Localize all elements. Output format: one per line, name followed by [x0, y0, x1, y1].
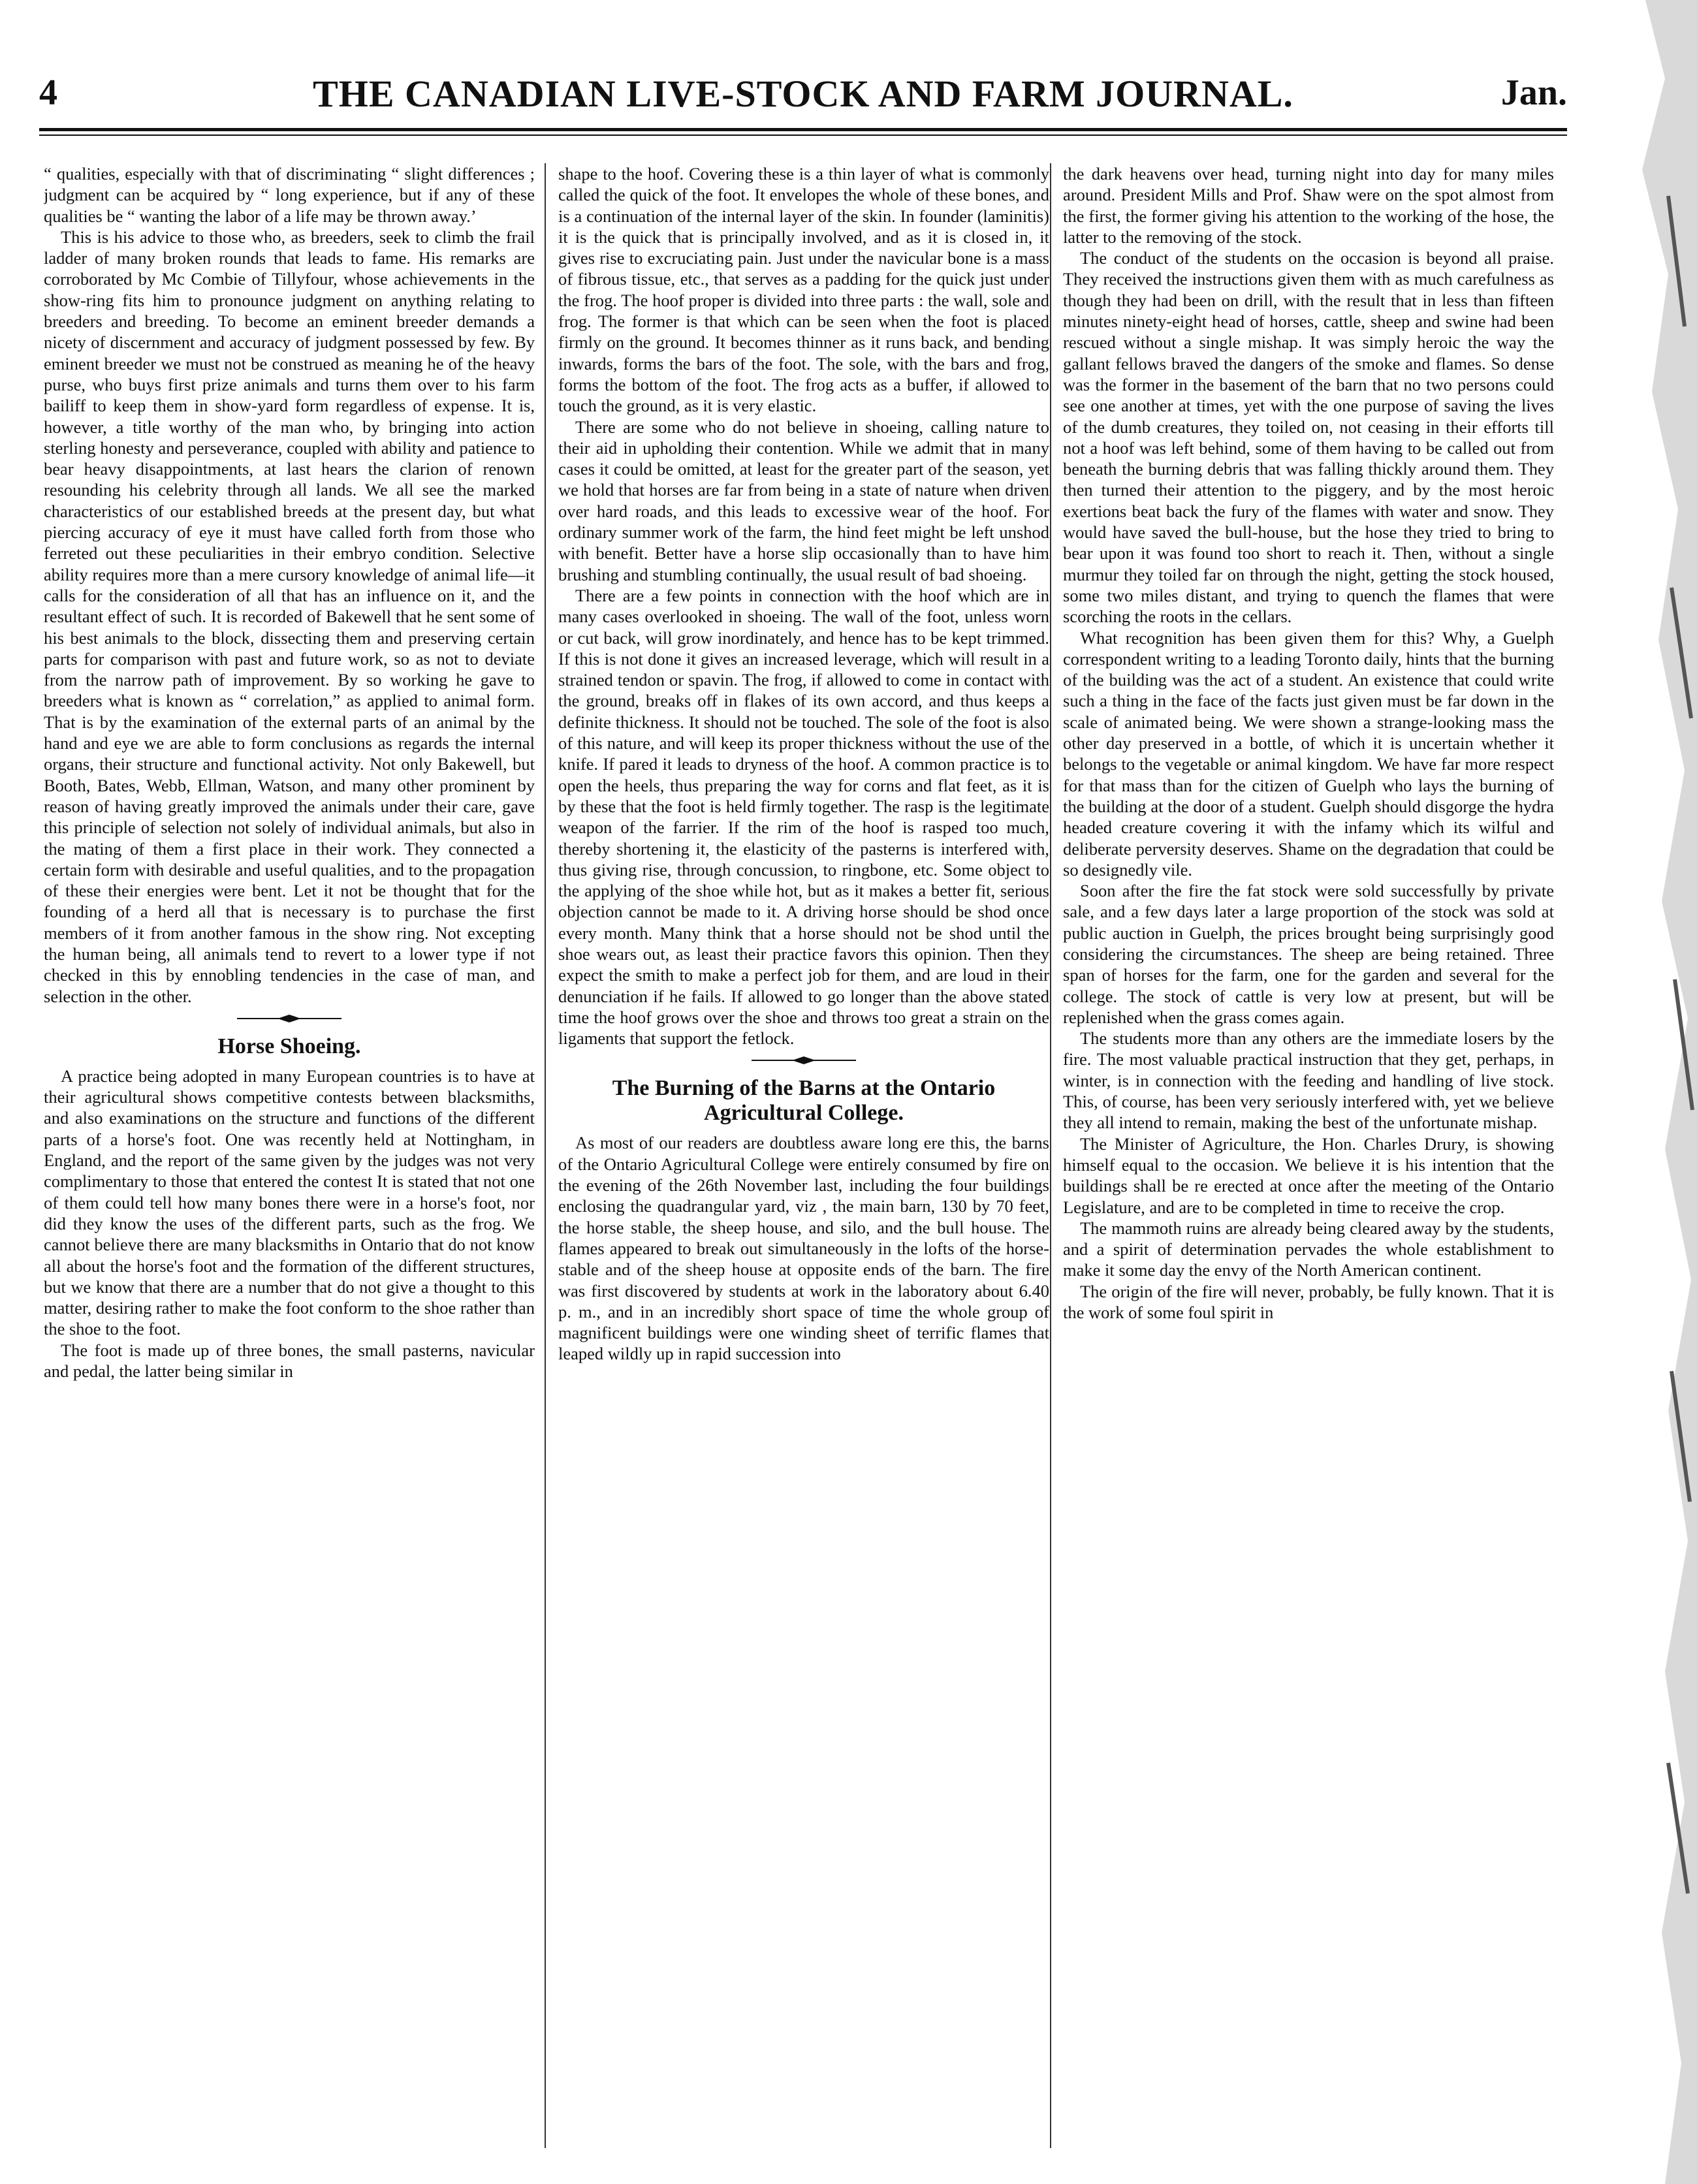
article-paragraph: A practice being adopted in many European countries is to have at their agricultural shows competitive contests between blacksmiths, and also examinations on the structure and functions of the different parts of a horse's foot. One was recently held at Nottingham, in England, and the report of the same given by the judges was not very complimentary to those that entered the contest It is stated that not one of them could tell how many bones there were in a horse's foot, nor did they know the uses of the different parts, such as the frog. We cannot believe there are many blacksmiths in Ontario that do not know all about the horse's foot and the formation of the different structures, but we know that there are a number that do not give a thought to this matter, desiring rather to make the foot conform to the shoe rather than the shoe to the foot. [44, 1066, 535, 1339]
article-paragraph: There are a few points in connection with the hoof which are in many cases overlooked in shoeing. The wall of the foot, unless worn or cut back, will grow inordinately, and hence has to be kept trimmed. If this is not done it gives an increased leverage, which will result in a strained tendon or spavin. The frog, if allowed to come in contact with the ground, breaks off in flakes of its own accord, and thus keeps a definite thickness. It should not be touched. The sole of the foot is also of this nature, and will keep its proper thickness without the use of the knife. If pared it leads to dryness of the hoof. A common practice is to open the heels, thus preparing the way for corns and flat feet, as it is by these that the foot is held firmly together. The rasp is the legitimate weapon of the farrier. If the rim of the hoof is rasped too much, thereby shortening it, the elasticity of the pasterns is interfered with, thus giving rise, through concussion, to ringbone, etc. Some object to the applying of the shoe while hot, but as it makes a better fit, serious objection cannot be made to it. A driving horse should be shod once every month. Many think that a horse should not be shod until the shoe wears out, as least their practice favors this opinion. Then they expect the smith to make a perfect job for them, and are loud in their denunciation if he fails. If allowed to go longer than the above stated time the hoof grows over the shoe and throws too great a strain on the ligaments that support the fetlock. [558, 585, 1049, 1049]
article-paragraph: The students more than any others are the immediate losers by the fire. The most valuable practical instruction that they get, perhaps, in winter, is in connection with the feeding and handling of live stock. This, of course, has been very seriously interfered with, yet we believe they all intend to remain, making the best of the unfortunate mishap. [1063, 1028, 1554, 1133]
column-divider-1 [545, 163, 546, 2148]
article-paragraph: The mammoth ruins are already being cleared away by the students, and a spirit of determination pervades the whole establishment to make it some day the envy of the North American continent. [1063, 1218, 1554, 1280]
article-paragraph: The Minister of Agriculture, the Hon. Charles Drury, is showing himself equal to the occasion. We believe it is his intention that the buildings shall be re erected at once after the meeting of the Ontario Legislature, and are to be completed in time to receive the crop. [1063, 1133, 1554, 1217]
section-ornament [237, 1013, 341, 1024]
article-paragraph: The conduct of the students on the occasion is beyond all praise. They received the instructions given them with as much carefulness as though they had been on drill, with the result that in less than fifteen minutes ninety-eight head of horses, cattle, sheep and swine had been rescued without a single mishap. It was simply heroic the way the gallant fellows braved the dangers of the smoke and flames. So dense was the former in the basement of the barn that no two persons could see one another at times, yet with the one purpose of saving the lives of the dumb creatures, they toiled on, not ceasing in their efforts till not a hoof was left behind, some of them having to be called out from beneath the burning debris that was falling thickly around them. They then turned their attention to the piggery, and by the most heroic exertions beat back the fury of the flames with water and snow. They would have saved the bull-house, but the hose they tried to bring to bear upon it was found too short to reach it. Then, without a single murmur they toiled far on through the night, getting the stock housed, some two miles distant, and trying to quench the flames that were scorching the roots in the cellars. [1063, 248, 1554, 627]
article-paragraph: There are some who do not believe in shoeing, calling nature to their aid in upholding their contention. While we admit that in many cases it could be omitted, at least for the greater part of the season, yet we hold that horses are far from being in a state of nature when driven over hard roads, and this leads to excessive wear of the hoof. For ordinary summer work of the farm, the hind feet might be left unshod with benefit. Better have a horse slip occasionally than to have him brushing and stumbling continually, the usual result of bad shoeing. [558, 417, 1049, 584]
column-2 [558, 163, 1049, 2142]
torn-page-edge [1606, 0, 1697, 2184]
header-rule-thick [39, 128, 1567, 131]
article-paragraph: Soon after the fire the fat stock were sold successfully by private sale, and a few days later a large proportion of the stock was sold at public auction in Guelph, the prices brought being surprisingly good considering the circumstances. The sheep are being retained. Three span of horses for the farm, one for the garden and several for the college. The stock of cattle is very low at present, but will be replenished when the grass comes again. [1063, 881, 1554, 1027]
page-header [39, 72, 1567, 131]
article-paragraph: The origin of the fire will never, probably, be fully known. That it is the work of some foul spirit in [1063, 1281, 1554, 1323]
article-paragraph: shape to the hoof. Covering these is a thin layer of what is commonly called the quick of the foot. It envelopes the whole of these bones, and is a continuation of the internal layer of the skin. In founder (laminitis) it is the quick that is principally involved, and as it is closed in, it gives rise to excruciating pain. Just under the navicular bone is a mass of fibrous tissue, etc., that serves as a padding for the quick just under the frog. The hoof proper is divided into three parts : the wall, sole and frog. The former is that which can be seen when the foot is placed firmly on the ground. It becomes thinner as it runs back, and bending inwards, forms the bars of the foot. The sole, with the bars and frog, forms the bottom of the foot. The frog acts as a buffer, if allowed to touch the ground, as it is very elastic. [558, 164, 1049, 416]
header-rule-thin [39, 135, 1567, 136]
page-number: 4 [39, 72, 57, 113]
column-3 [1063, 163, 1554, 2142]
column-1 [44, 163, 535, 2142]
article-paragraph: “ qualities, especially with that of discriminating “ slight differences ; judgment can be acquired by “ long experience, but if any of these qualities be “ wanting the labor of a life may be thrown away.’ [44, 164, 535, 226]
article-heading-horse-shoeing: Horse Shoeing. [217, 1034, 361, 1058]
article-paragraph: This is his advice to those who, as breeders, seek to climb the frail ladder of many broken rounds that leads to fame. His remarks are corroborated by Mc Combie of Tillyfour, whose achievements in the show-ring fits him to pronounce judgment on anything relating to breeders and breeding. To become an eminent breeder demands a nicety of discernment and accuracy of judgment possessed by few. By eminent breeder we must not be construed as meaning he of the heavy purse, who buys first prize animals and turns them over to his farm bailiff to keep them in show-yard form regardless of expense. It is, however, a title worthy of the man who, by bringing into action sterling honesty and perseverance, coupled with ability and patience to bear heavy disappointments, at last hears the clarion of renown resounding his celebrity through all lands. We all see the marked characteristics of our established breeds at the present day, but what piercing accuracy of eye it must have called forth from those who ferreted out these peculiarities in their embryo condition. Selective ability requires more than a mere cursory knowledge of animal life—it calls for the consideration of all that has an influence on it, and the resultant effect of such. It is recorded of Bakewell that he sent some of his best animals to the block, dissecting them and preserving certain parts for comparison with past and future work, so as not to deviate from the narrow path of improvement. By so working he gave to breeders what is known as “ correlation,” as applied to animal form. That is by the examination of the external parts of an animal by the hand and eye we are able to form conclusions as regards the internal organs, their structure and functional activity. Not only Bakewell, but Booth, Bates, Webb, Ellman, Watson, and many other prominent by reason of having greatly improved the animals under their care, gave this principle of selection not solely of individual animals, but also in the mating of them a first place in their work. They connected a certain form with desirable and useful qualities, and to the propagation of these their energies were bent. Let it not be thought that for the founding of a herd all that is necessary is to purchase the first members of it from another famous in the show ring. Not excepting the human being, all animals tend to revert to a lower type if not checked in this by ennobling tendencies in the case of man, and selection in the other. [44, 227, 535, 1006]
article-paragraph: What recognition has been given them for this? Why, a Guelph correspondent writing to a leading Toronto daily, hints that the burning of the building was the act of a student. An existence that could write such a thing in the face of the facts just given must be far down in the scale of animated being. We were shown a strange-looking mass the other day preserved in a bottle, of which it is uncertain whether it belongs to the vegetable or animal kingdom. We have far more respect for that mass than for the citizen of Guelph who lays the burning of the building at the door of a student. Guelph should disgorge the hydra headed creature covering it with the infamy which its wilful and deliberate perversity deserves. Shame on the degradation that could be so designedly vile. [1063, 627, 1554, 879]
article-paragraph: the dark heavens over head, turning night into day for many miles around. President Mills and Prof. Shaw were on the spot almost from the first, the former giving his attention to the working of the hose, the latter to the removing of the stock. [1063, 164, 1554, 247]
journal-title: THE CANADIAN LIVE-STOCK AND FARM JOURNAL. [313, 72, 1293, 115]
article-paragraph: As most of our readers are doubtless aware long ere this, the barns of the Ontario Agricultural College were entirely consumed by fire on the evening of the 26th November last, including the four buildings enclosing the quadrangular yard, viz , the main barn, 130 by 70 feet, the horse stable, the sheep house, and silo, and the bull house. The flames appeared to break out simultaneously in the lofts of the horse-stable and of the sheep house at opposite ends of the barn. The fire was first discovered by students at work in the laboratory about 6.40 p. m., and in an incredibly short space of time the whole group of magnificent buildings were one winding sheet of terrific flames that leaped wildly up in rapid succession into [558, 1133, 1049, 1364]
section-ornament [752, 1055, 856, 1066]
article-heading-barn-fire: The Burning of the Barns at the Ontario Agricultural College. [612, 1076, 996, 1126]
article-paragraph: The foot is made up of three bones, the small pasterns, navicular and pedal, the latter being similar in [44, 1340, 535, 1382]
column-divider-2 [1050, 163, 1051, 2148]
issue-month: Jan. [1500, 72, 1567, 113]
